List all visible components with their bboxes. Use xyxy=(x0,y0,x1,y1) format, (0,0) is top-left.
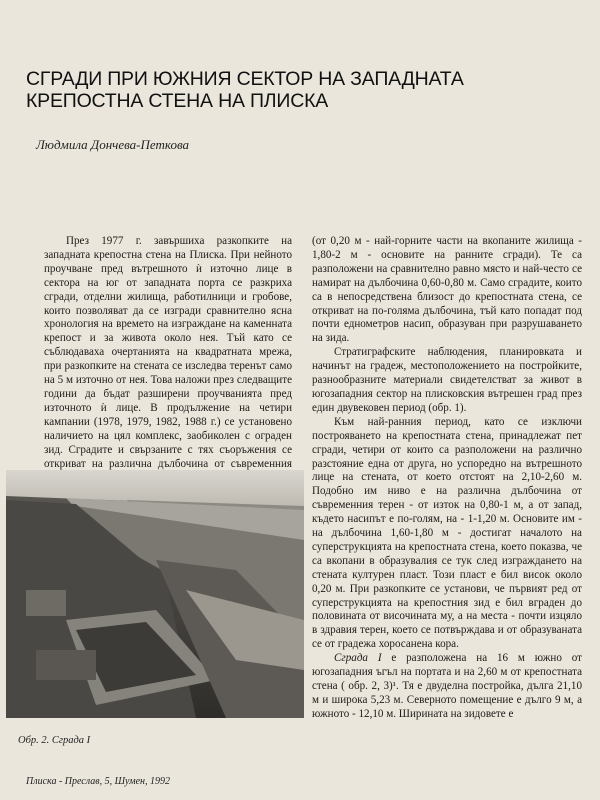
article-title xyxy=(26,68,586,112)
right-paragraph-3: Към най-ранния период, като се изключи построяването на крепостната стена, принадлежат пет сгради, четири от които са разположени на различно разстояние една от друга, но успоредно на вътрешното лице на стената, от което отстоят на 2,10-2,60 м. Подобно им ниво е на различна дълбочина от съвременния терен - от изток на 0,80-1 м, а от запад, където насипът е по-голям, на - 1-1,20 м. Основите им - на дълбочина 1,60-1,80 м - достигат началото на суперструкцията на крепостната стена, което показва, че са вкопани в образувалия се тук след изграждането на стената културен пласт. Този пласт е бил висок около 0,20 м. При разкопките се установи, че първият ред от суперструкцията на крепостния зид е бил вграден до половината от височината му, а на места - почти изцяло в здравия терен, което се потвърждава и от образуваната се от градежа хоросанена кора. xyxy=(312,415,582,651)
left-text-column xyxy=(44,235,292,485)
title-line-1: СГРАДИ ПРИ ЮЖНИЯ СЕКТОР НА ЗАПАДНАТА xyxy=(26,68,464,90)
right-paragraph-4-text: е разположена на 16 м южно от югозападния ъгъл на портата и на 2,60 м от крепостната стена ( обр. 2, 3)¹. Тя е двуделна постройка, дълга 21,10 м и широка 5,23 м. Северното помещение е дълго 9 м, а южното - 12,10 м. Ширината на зидовете е xyxy=(312,652,582,720)
right-text-column xyxy=(312,235,582,722)
right-paragraph-1: (от 0,20 м - най-горните части на вкопаните жилища - 1,80-2 м - основите на ранните сгради). Те са разположени на сравнително равно място и най-често се намират на дълбочина 0,60-0,80 м. Само сградите, които са в непосредствена близост до крепостната стена, се откриват на по-голяма дълбочина, тъй като попадат под почти еднометров насип, образуван при разрушаването на зида. xyxy=(312,235,582,345)
right-paragraph-4 xyxy=(312,652,582,722)
excavation-photo xyxy=(6,470,304,718)
left-paragraph-1: През 1977 г. завършиха разкопките на западната крепостна стена на Плиска. При нейното проучване пред вътрешното ѝ източно лице в сектора на юг от западната порта се разкриха сгради, отделни жилища, работилници и гробове, които позволяват да се изгради сравнително ясна хронология на времето на изграждане на каменната крепост и за живота около нея. Тъй като се съблюдаваха очертанията на квадратната мрежа, при разкопките на стената се изследва теренът само на 5 м източно от нея. Това наложи през следващите години да бъдат разширени проучванията пред източното ѝ лице. В продължение на четири кампании (1978, 1979, 1982, 1988 г.) се установено наличието на цял комплекс, заобиколен с ограден зид. Сградите и свързаните с тях съоръжения се откриват на различна дълбочина от съвременния xyxy=(44,235,292,470)
right-paragraph-2: Стратиграфските наблюдения, планировката и начинът на градеж, местоположението на постройките, разнообразните материали свидетелстват за живот в югозападния сектор на плисковския вътрешен град през един двувековен период (обр. 1). xyxy=(312,346,582,414)
page-footer: Плиска - Преслав, 5, Шумен, 1992 xyxy=(26,776,170,787)
author-name: Людмила Дончева-Петкова xyxy=(36,137,190,152)
photo-caption: Обр. 2. Сграда I xyxy=(18,735,91,746)
excavation-photo-icon xyxy=(6,470,304,718)
building-label: Сграда I xyxy=(334,652,382,665)
title-line-2: КРЕПОСТНА СТЕНА НА ПЛИСКА xyxy=(26,90,329,112)
